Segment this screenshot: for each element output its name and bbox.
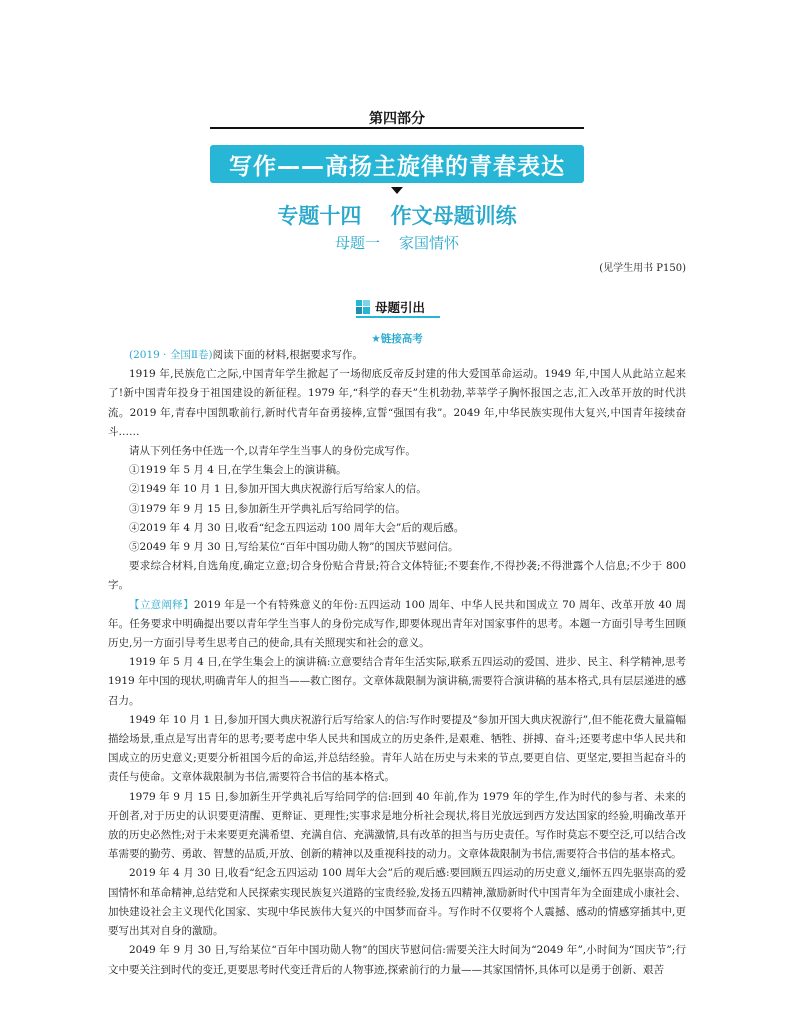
- analysis-tag: 【立意阐释】: [129, 598, 194, 611]
- topic-title: 专题十四 作文母题训练: [277, 204, 517, 228]
- part-label: 第四部分: [369, 111, 425, 127]
- option-item: ⑤2049 年 9 月 30 日,写给某位“百年中国功勋人物”的国庆节慰问信。: [129, 541, 459, 554]
- section-title: 母题引出: [375, 300, 426, 315]
- analysis-1919: 1919 年 5 月 4 日,在学生集会上的演讲稿:立意要结合青年生活实际,联系五四运动的爱国、进步、民主、科学精神,思考 1919 年中国的现状,明确青年人的担当——救亡图存。文章体裁限制为演讲稿,需要符合演讲稿的基本格式,具有层层递进的感召力。: [108, 656, 686, 707]
- exam-prompt: [108, 346, 686, 365]
- prompt-intro: 阅读下面的材料,根据要求写作。: [212, 349, 363, 361]
- analysis-2049: 2049 年 9 月 30 日,写给某位“百年中国功勋人物”的国庆节慰问信:需要关注大时间为“2049 年”,小时间为“国庆节”;行文中要关注到时代的变迁,更要思考时代变迁背后的人物事迹,探索前行的力量——其家国情怀,具体可以是勇于创新、艰苦: [108, 944, 686, 976]
- chapter-banner: 写作——高扬主旋律的青春表达: [210, 145, 584, 183]
- exam-source: (2019 · 全国Ⅱ卷): [129, 349, 213, 361]
- task-paragraph: 请从下列任务中任选一个,以青年学生当事人的身份完成写作。: [129, 445, 416, 458]
- grid-icon: [356, 300, 370, 314]
- option-item: ③1979 年 9 月 15 日,参加新生开学典礼后写给同学的信。: [129, 502, 406, 515]
- section-underline: [356, 316, 440, 318]
- analysis-paragraph: [108, 596, 686, 654]
- link-heading: ★链接高考: [371, 333, 423, 345]
- part-divider: [210, 127, 584, 129]
- body-text: [108, 346, 686, 980]
- option-item: ②1949 年 10 月 1 日,参加开国大典庆祝游行后写给家人的信。: [129, 483, 427, 496]
- sub-title: 母题一 家国情怀: [334, 234, 460, 252]
- option-item: ①1919 年 5 月 4 日,在学生集会上的演讲稿。: [129, 464, 347, 477]
- analysis-text: 2019 年是一个有特殊意义的年份:五四运动 100 周年、中华人民共和国成立 70 周年、改革开放 40 周年。任务要求中明确提出要以青年学生当事人的身份完成写作,即要体现出青年对国家事件的思考。本题一方面引导考生回顾历史,另一方面引导考生思考自己的使命,具有关照现实和社会的意义。: [108, 598, 687, 650]
- analysis-2019: 2019 年 4 月 30 日,收看“纪念五四运动 100 周年大会”后的观后感:要回顾五四运动的历史意义,缅怀五四先驱崇高的爱国情怀和革命精神,总结党和人民探索实现民族复兴道路的宝贵经验,发扬五四精神,激励新时代中国青年为全面建成小康社会、加快建设社会主义现代化国家、实现中华民族伟大复兴的中国梦而奋斗。写作时不仅要将个人震撼、感动的情感穿插其中,更要写出其对自身的激励。: [108, 867, 686, 938]
- analysis-1949: 1949 年 10 月 1 日,参加开国大典庆祝游行后写给家人的信:写作时要提及“参加开国大典庆祝游行”,但不能花费大量篇幅描绘场景,重点是写出青年的思考;要考虑中华人民共和国成立的历史条件,是艰难、牺牲、拼搏、奋斗;还要考虑中华人民共和国成立的历史意义;更要分析祖国今后的命运,并总结经验。青年人站在历史与未来的节点,要更自信、更坚定,要担当起奋斗的责任与使命。文章体裁限制为书信,需要符合书信的基本格式。: [108, 713, 686, 784]
- material-paragraph: 1919 年,民族危亡之际,中国青年学生掀起了一场彻底反帝反封建的伟大爱国革命运动。1949 年,中国人从此站立起来了!新中国青年投身于祖国建设的新征程。1979 年,“科学的春天”生机勃勃,莘莘学子胸怀报国之志,汇入改革开放的时代洪流。2019 年,青春中国凯歌前行,新时代青年奋勇接棒,宣誓“强国有我”。2049 年,中华民族实现伟大复兴,中国青年接续奋斗……: [108, 368, 686, 438]
- option-item: ④2019 年 4 月 30 日,收看“纪念五四运动 100 周年大会”后的观后感。: [129, 521, 465, 534]
- analysis-1979: 1979 年 9 月 15 日,参加新生开学典礼后写给同学的信:回到 40 年前,作为 1979 年的学生,作为时代的参与者、未来的开创者,对于历史的认识要更清醒、更辩证、更理性;实事求是地分析社会现状,将目光放远到西方发达国家的经验,明确改革开放的历史必然性;对于未来要更充满希望、充满自信、充满激情,具有改革的担当与历史责任。写作时莫忘不要空泛,可以结合改革需要的勤劳、勇敢、智慧的品质,开放、创新的精神以及重视科技的动力。文章体裁限制为书信,需要符合书信的基本格式。: [108, 790, 686, 861]
- requirement-paragraph: 要求综合材料,自选角度,确定立意;切合身份贴合背景;符合文体特征;不要套作,不得抄袭;不得泄露个人信息;不少于 800 字。: [108, 560, 686, 592]
- section-heading: [356, 298, 425, 316]
- triangle-down-icon: [391, 187, 403, 194]
- reference-note: (见学生用书 P150): [599, 263, 686, 274]
